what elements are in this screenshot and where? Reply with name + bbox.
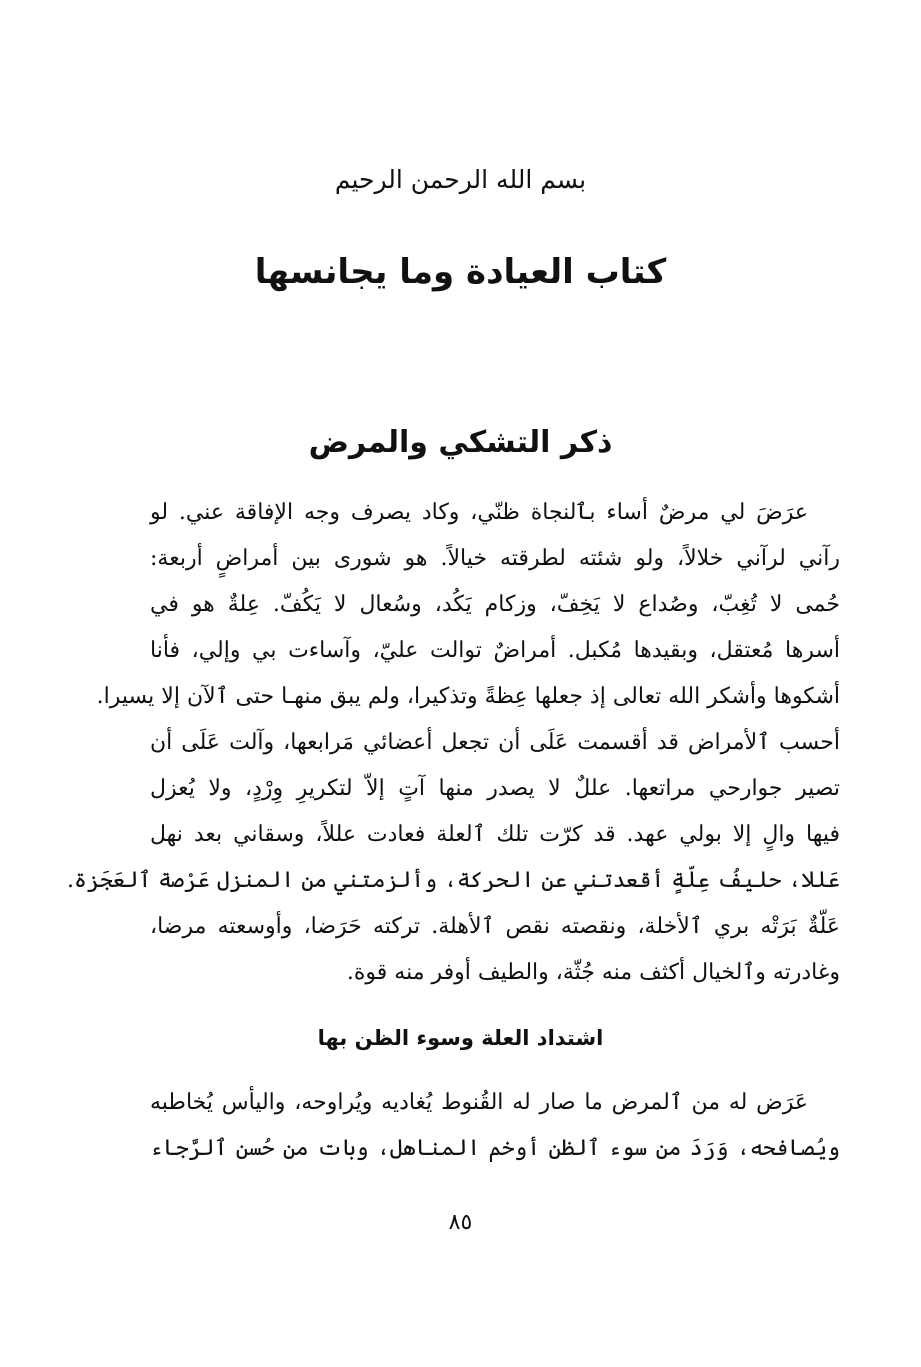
paragraph-line: أحسب ٱلأمراض قد أقسمت عَلَى أن تجعل أعضائي مَرابعها، وآلت عَلَى أن <box>150 730 840 755</box>
paragraph-line: وغادرته وٱلخيال أكثف منه جُثّة، والطيف أوفر منه قوة. <box>346 960 840 985</box>
paragraph-line: ويُصافحه، وَرَدَ من سوء ٱلظن أوخم المناهل، وبات من حُسن ٱلرَّجاء <box>150 1136 840 1161</box>
section-title: ذكر التشكي والمرض <box>308 425 613 460</box>
paragraph-line: أشكوها وأشكر الله تعالى إذ جعلها عِظةً وتذكيرا، ولم يبق منهـا حتى ٱلآن إلا يسيرا. <box>96 684 840 709</box>
paragraph-line: عرَضَ لي مرضٌ أساء بٱلنجاة ظنّي، وكاد يصرف وجه الإفاقة عني. لو <box>150 500 808 525</box>
book-title: كتاب العيادة وما يجانسها <box>254 252 667 292</box>
paragraph-line: عَللا، حليفُ عِلّةٍ أقعدتني عن الحركة، وألزمتني من المنزل عَرْصة ٱلعَجَزة. <box>66 868 840 893</box>
paragraph-line: أسرها مُعتقل، وبقيدها مُكبل. أمراضٌ توالت عليّ، وآساءت بي وإلي، فأنا <box>150 638 840 663</box>
page-number: ٨٥ <box>448 1210 473 1235</box>
paragraph-line: عَلّةٌ بَرَتْه بري ٱلأخلة، ونقصته نقص ٱلأهلة. تركته حَرَضا، وأوسعته مرضا، <box>150 914 840 939</box>
paragraph-line: حُمى لا تُغِبّ، وصُداع لا يَخِفّ، وزكام يَكُد، وسُعال لا يَكُفّ. عِلةٌ هو في <box>150 592 840 617</box>
subsection-title: اشتداد العلة وسوء الظن بها <box>317 1026 604 1050</box>
paragraph-line: رآني لرآني خلالاً، ولو شئته لطرقته خيالاً. هو شورى بين أمراضٍ أربعة: <box>150 546 840 571</box>
paragraph-line: عَرَض له من ٱلمرض ما صار له القُنوط يُغاديه ويُراوحه، واليأس يُخاطبه <box>150 1090 808 1115</box>
subsection-paragraph <box>150 1080 840 1172</box>
paragraph-line: فيها والٍ إلا بولي عهد. قد كرّت تلك ٱلعلة فعادت عللاً، وسقاني بعد نهل <box>150 822 840 847</box>
section-paragraph <box>66 490 840 996</box>
basmala: بسم الله الرحمن الرحيم <box>334 165 587 194</box>
paragraph-line: تصير جوارحي مراتعها. عللٌ لا يصدر منها آتٍ إلاّ لتكريرِ وِرْدٍ، ولا يُعزل <box>150 776 840 801</box>
